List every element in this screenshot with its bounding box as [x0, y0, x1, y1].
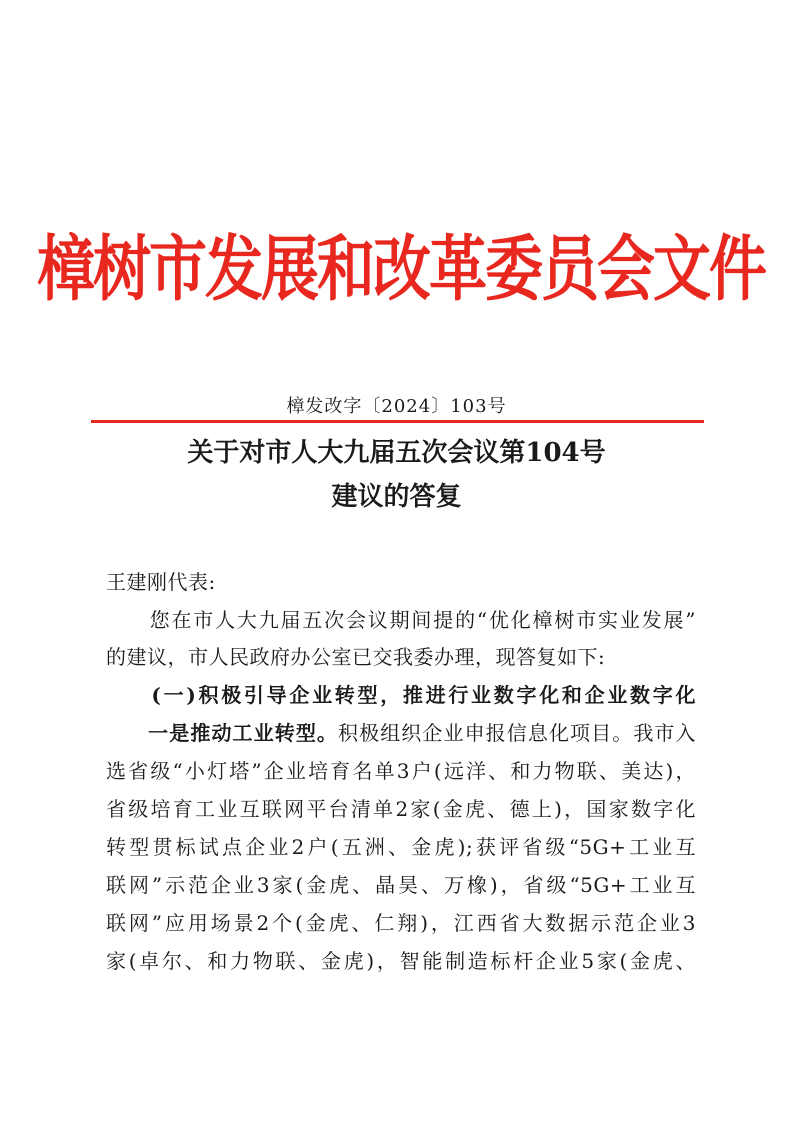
paragraph-2-line-3: 省级培育工业互联网平台清单2家(金虎、德上)，国家数字化	[106, 797, 696, 821]
salutation: 王建刚代表:	[106, 570, 216, 594]
section-1-heading: (一)积极引导企业转型，推进行业数字化和企业数字化	[106, 683, 696, 707]
paragraph-2-line-1	[106, 717, 696, 746]
paragraph-2-line-5: 联网”示范企业3家(金虎、晶昊、万橡)，省级“5G+工业互	[106, 873, 696, 897]
paragraph-2-line-4: 转型贯标试点企业2户(五洲、金虎);获评省级“5G+工业互	[106, 835, 696, 859]
paragraph-2-line-1-rest: 积极组织企业申报信息化项目。我市入	[338, 721, 697, 745]
document-number: 樟发改字〔2024〕103号	[286, 396, 507, 417]
red-separator-rule	[91, 420, 704, 423]
paragraph-1-line-2: 的建议，市人民政府办公室已交我委办理，现答复如下:	[106, 645, 606, 669]
paragraph-1-line-1: 您在市人大九届五次会议期间提的“优化樟树市实业发展”	[106, 608, 696, 632]
paragraph-2-lead: 一是推动工业转型。	[106, 721, 339, 745]
document-title-line-1: 关于对市人大九届五次会议第104号	[187, 438, 606, 468]
document-masthead: 樟树市发展和改革委员会文件	[37, 227, 766, 311]
paragraph-2-line-6: 联网”应用场景2个(金虎、仁翔)，江西省大数据示范企业3	[106, 911, 696, 935]
document-title-line-2: 建议的答复	[331, 482, 462, 512]
paragraph-2-line-7: 家(卓尔、和力物联、金虎)，智能制造标杆企业5家(金虎、	[106, 949, 696, 973]
paragraph-2-line-2: 选省级“小灯塔”企业培育名单3户(远洋、和力物联、美达)，	[106, 759, 696, 783]
